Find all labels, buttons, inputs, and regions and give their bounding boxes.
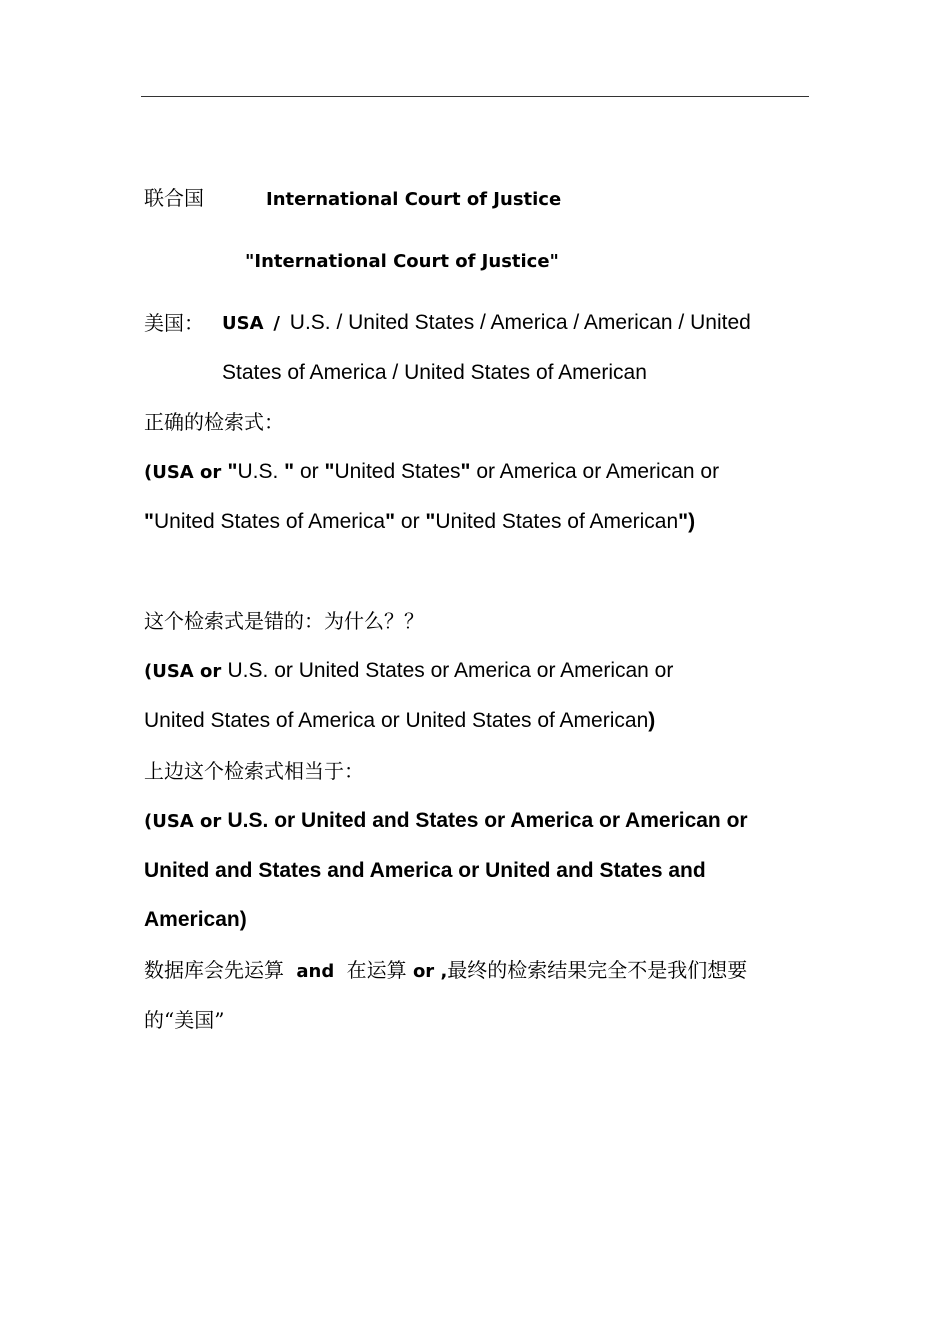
usa-label: 美国： [144, 311, 204, 335]
quote: " [144, 510, 154, 533]
op-or: or [294, 460, 325, 483]
icj-name-line [266, 184, 561, 215]
icj-quoted: "International Court of Justice" [245, 251, 559, 272]
correct-tail: or America or American or [470, 460, 720, 483]
header-rule [141, 96, 809, 97]
equiv-end: American) [144, 908, 247, 931]
quote: " [425, 510, 436, 533]
wrong-query-line-1 [144, 656, 673, 687]
usa-variants-line-1 [222, 308, 751, 339]
equiv-line-3 [144, 905, 247, 935]
usa-variants-rest: U.S. / United States / America / American / United [289, 311, 751, 334]
equiv-heading-line [144, 756, 364, 787]
note-p3: 最终的检索结果完全不是我们想要 [447, 958, 748, 982]
usa-abbrev: USA [222, 313, 264, 334]
quote: " [227, 460, 238, 483]
correct-close: ") [678, 510, 696, 533]
wrong-query-line-2 [144, 706, 655, 736]
note-line-1 [144, 955, 747, 987]
equiv-heading: 上边这个检索式相当于： [144, 759, 364, 783]
usa-slash: / [273, 313, 280, 334]
note-line-2 [144, 1005, 224, 1036]
usa-variants-line-2 [222, 358, 647, 388]
quote: " [460, 460, 471, 483]
term-us: U.S. [237, 460, 285, 483]
correct-heading: 正确的检索式： [144, 410, 284, 434]
quote: " [385, 510, 396, 533]
term-usa-full: United States of America [153, 510, 386, 533]
un-label: 联合国 [144, 186, 204, 210]
quote: " [284, 460, 295, 483]
equiv-open: (USA or [144, 811, 228, 832]
term-united-states: United States [334, 460, 461, 483]
op-or: or [395, 510, 426, 533]
equiv-rest: U.S. or United and States or America or American or [227, 809, 748, 832]
wrong-cont: United States of America or United States of American [144, 709, 649, 732]
correct-query-line-2 [144, 507, 695, 537]
correct-heading-line [144, 407, 284, 438]
un-line [144, 183, 204, 214]
note-p1: 数据库会先运算 [144, 958, 291, 982]
term-usa-american: United States of American [435, 510, 679, 533]
quote: " [324, 460, 335, 483]
note-p2: 在运算 [340, 958, 413, 982]
equiv-line-1 [144, 806, 748, 837]
equiv-cont: United and States and America or United and States and [144, 859, 706, 882]
equiv-line-2 [144, 856, 706, 886]
icj-name: International Court of Justice [266, 189, 562, 210]
wrong-close: ) [648, 709, 656, 732]
icj-quoted-line [245, 246, 559, 277]
note-cont: 的“美国” [144, 1008, 225, 1032]
correct-query-line-1 [144, 457, 719, 488]
wrong-heading: 这个检索式是错的：为什么？？ [144, 609, 424, 633]
usa-variants-cont: States of America / United States of American [222, 361, 647, 384]
wrong-rest: U.S. or United States or America or American or [227, 659, 674, 682]
note-and: and [296, 961, 335, 982]
wrong-heading-line [144, 606, 424, 637]
correct-open: (USA or [144, 462, 228, 483]
note-or: or , [412, 961, 448, 982]
wrong-open: (USA or [144, 661, 228, 682]
usa-label-line [144, 308, 204, 339]
